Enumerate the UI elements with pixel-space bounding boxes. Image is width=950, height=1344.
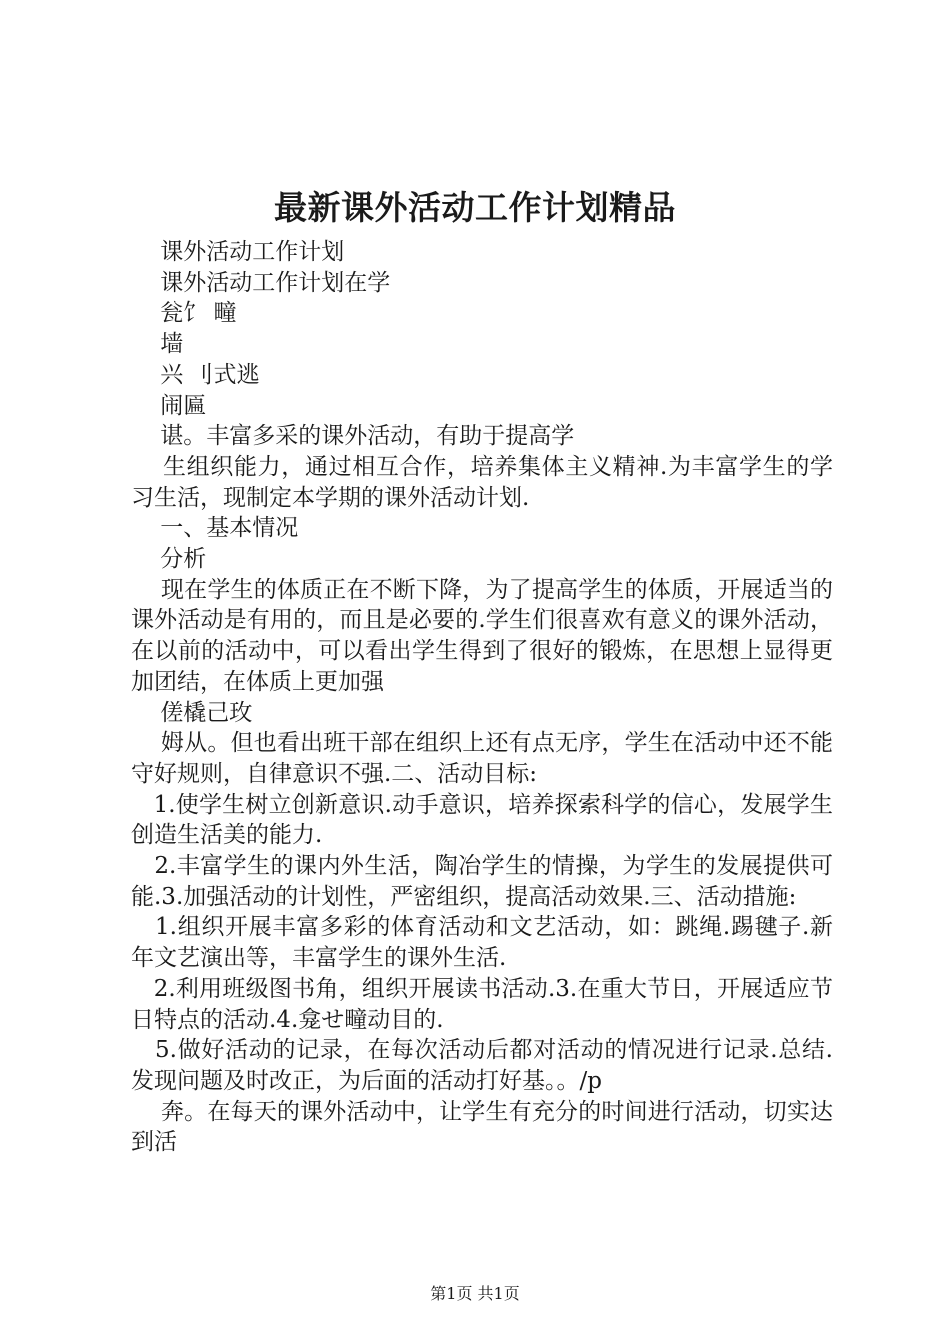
list-item: 1.使学生树立创新意识.动手意识，培养探索科学的信心，发展学生创造生活美的能力. bbox=[131, 791, 833, 849]
section-heading: 一、基本情况 bbox=[131, 515, 299, 542]
document-title: 最新课外活动工作计划精品 bbox=[274, 188, 676, 227]
paragraph: 兴 刂式逃 bbox=[131, 361, 260, 388]
paragraph: 姆从。但也看出班干部在组织上还有点无序，学生在活动中还不能守好规则，自律意识不强.二、活动目标: bbox=[131, 730, 833, 787]
list-item: 1.组织开展丰富多彩的体育活动和文艺活动，如：跳绳.踢毽子.新年文艺演出等，丰富学生的课外生活. bbox=[131, 914, 833, 972]
list-item: 5.做好活动的记录，在每次活动后都对活动的情况进行记录.总结.发现问题及时改正，为后面的活动打好基。。/p bbox=[131, 1037, 833, 1094]
paragraph: 奔。在每天的课外活动中，让学生有充分的时间进行活动，切实达到活 bbox=[131, 1098, 833, 1156]
document-body bbox=[131, 237, 833, 1158]
paragraph: 生组织能力，通过相互合作，培养集体主义精神.为丰富学生的学习生活，现制定本学期的课外活动计划. bbox=[131, 453, 834, 511]
list-item: 2.利用班级图书角，组织开展读书活动.3.在重大节日，开展适应节日特点的活动.4.龛せ疃动目的. bbox=[131, 975, 834, 1033]
paragraph: 墙 bbox=[131, 331, 184, 358]
paragraph: 课外活动工作计划 bbox=[131, 239, 345, 265]
paragraph: 分析 bbox=[131, 546, 207, 573]
page-number-footer: 第1页 共1页 bbox=[430, 1284, 520, 1303]
paragraph: 闹匾 bbox=[131, 392, 207, 419]
paragraph: 现在学生的体质正在不断下降，为了提高学生的体质，开展适当的课外活动是有用的，而且是必要的.学生们很喜欢有意义的课外活动，在以前的活动中，可以看出学生得到了很好的锻炼，在思想上显得更加团结，在体质上更加强 bbox=[131, 576, 833, 695]
paragraph: 瓮饣 疃 bbox=[131, 300, 237, 327]
paragraph: 傞橇己玫 bbox=[131, 699, 253, 726]
list-item: 2.丰富学生的课内外生活，陶冶学生的情操，为学生的发展提供可能.3.加强活动的计划性，严密组织，提高活动效果.三、活动措施: bbox=[131, 853, 834, 910]
paragraph: 课外活动工作计划在学 bbox=[131, 269, 391, 296]
paragraph: 谌。丰富多采的课外活动，有助于提高学 bbox=[131, 423, 575, 450]
